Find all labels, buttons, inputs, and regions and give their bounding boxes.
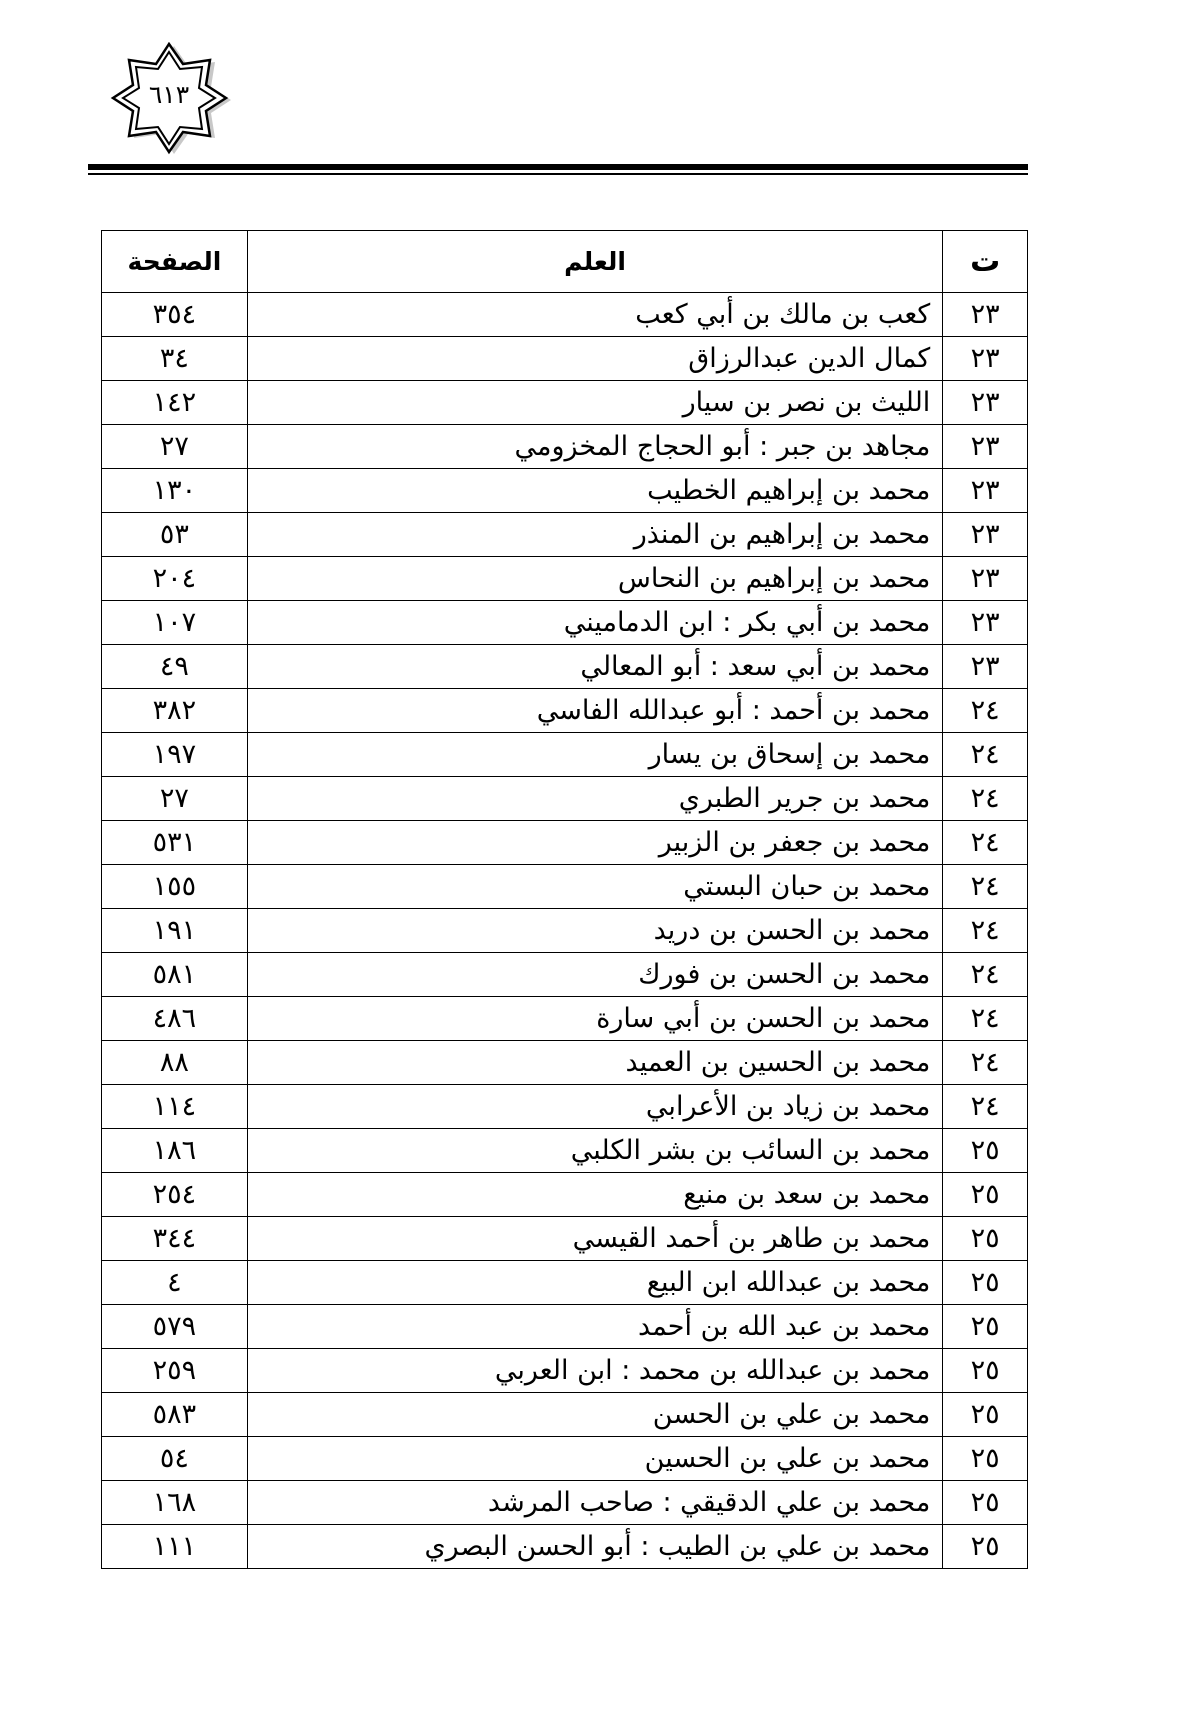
table-row	[102, 733, 1028, 777]
row-name: محمد بن إبراهيم بن النحاس	[247, 557, 942, 601]
row-name: محمد بن سعد بن منيع	[247, 1173, 942, 1217]
row-page: ٣٥٤	[102, 293, 248, 337]
row-page: ٥٣١	[102, 821, 248, 865]
row-page: ١٩١	[102, 909, 248, 953]
table-row	[102, 469, 1028, 513]
row-number: ٢٤	[943, 777, 1028, 821]
row-number: ٢٤	[943, 865, 1028, 909]
row-name: محمد بن عبدالله ابن البيع	[247, 1261, 942, 1305]
row-number: ٢٥	[943, 1173, 1028, 1217]
row-page: ١٤٢	[102, 381, 248, 425]
row-number: ٢٣	[943, 425, 1028, 469]
row-number: ٢٥	[943, 1129, 1028, 1173]
row-page: ١٣٠	[102, 469, 248, 513]
row-number: ٢٥	[943, 1437, 1028, 1481]
row-name: محمد بن عبد الله بن أحمد	[247, 1305, 942, 1349]
table-row	[102, 1305, 1028, 1349]
table-row	[102, 865, 1028, 909]
row-name: محمد بن إسحاق بن يسار	[247, 733, 942, 777]
row-page: ١١١	[102, 1525, 248, 1569]
table-row	[102, 953, 1028, 997]
row-number: ٢٥	[943, 1525, 1028, 1569]
header-name: العلم	[247, 231, 942, 293]
row-page: ٢٧	[102, 777, 248, 821]
row-number: ٢٣	[943, 293, 1028, 337]
table-row	[102, 909, 1028, 953]
table-row	[102, 997, 1028, 1041]
table-row	[102, 293, 1028, 337]
row-page: ٢٧	[102, 425, 248, 469]
row-page: ٥٧٩	[102, 1305, 248, 1349]
row-page: ٥٤	[102, 1437, 248, 1481]
row-name: محمد بن علي بن الحسين	[247, 1437, 942, 1481]
row-page: ١٩٧	[102, 733, 248, 777]
row-number: ٢٥	[943, 1261, 1028, 1305]
row-number: ٢٤	[943, 997, 1028, 1041]
row-number: ٢٣	[943, 337, 1028, 381]
table-row	[102, 601, 1028, 645]
table-row	[102, 1173, 1028, 1217]
row-name: محمد بن الحسن بن أبي سارة	[247, 997, 942, 1041]
row-name: محمد بن إبراهيم بن المنذر	[247, 513, 942, 557]
row-number: ٢٥	[943, 1481, 1028, 1525]
table-row	[102, 1393, 1028, 1437]
row-number: ٢٤	[943, 1085, 1028, 1129]
row-number: ٢٤	[943, 953, 1028, 997]
names-index-table	[101, 230, 1028, 1569]
row-name: محمد بن حبان البستي	[247, 865, 942, 909]
table-row	[102, 1481, 1028, 1525]
table-row	[102, 381, 1028, 425]
header-num: ت	[943, 231, 1028, 293]
row-page: ١٠٧	[102, 601, 248, 645]
row-page: ٤	[102, 1261, 248, 1305]
row-page: ٥٨٣	[102, 1393, 248, 1437]
row-name: محمد بن الحسن بن دريد	[247, 909, 942, 953]
row-number: ٢٤	[943, 733, 1028, 777]
row-page: ٤٨٦	[102, 997, 248, 1041]
row-number: ٢٤	[943, 821, 1028, 865]
page-number-badge	[103, 42, 235, 158]
row-number: ٢٥	[943, 1217, 1028, 1261]
row-number: ٢٣	[943, 645, 1028, 689]
page-number: ٦١٣	[148, 80, 190, 109]
table-row	[102, 337, 1028, 381]
table-row	[102, 645, 1028, 689]
row-name: محمد بن جرير الطبري	[247, 777, 942, 821]
row-page: ٨٨	[102, 1041, 248, 1085]
row-name: محمد بن علي الدقيقي : صاحب المرشد	[247, 1481, 942, 1525]
table-row	[102, 821, 1028, 865]
row-name: محمد بن علي بن الحسن	[247, 1393, 942, 1437]
row-page: ٥٨١	[102, 953, 248, 997]
row-number: ٢٥	[943, 1393, 1028, 1437]
row-name: مجاهد بن جبر : أبو الحجاج المخزومي	[247, 425, 942, 469]
table-row	[102, 1437, 1028, 1481]
table-row	[102, 1085, 1028, 1129]
row-name: محمد بن أحمد : أبو عبدالله الفاسي	[247, 689, 942, 733]
row-name: محمد بن جعفر بن الزبير	[247, 821, 942, 865]
row-number: ٢٣	[943, 513, 1028, 557]
row-number: ٢٥	[943, 1305, 1028, 1349]
row-name: محمد بن الحسن بن فورك	[247, 953, 942, 997]
row-name: محمد بن أبي بكر : ابن الدماميني	[247, 601, 942, 645]
table-row	[102, 777, 1028, 821]
row-name: محمد بن السائب بن بشر الكلبي	[247, 1129, 942, 1173]
row-name: الليث بن نصر بن سيار	[247, 381, 942, 425]
table-row	[102, 1349, 1028, 1393]
header-rule-thin	[88, 173, 1028, 175]
row-name: محمد بن إبراهيم الخطيب	[247, 469, 942, 513]
row-page: ٥٣	[102, 513, 248, 557]
row-page: ٢٥٤	[102, 1173, 248, 1217]
row-number: ٢٥	[943, 1349, 1028, 1393]
row-name: محمد بن علي بن الطيب : أبو الحسن البصري	[247, 1525, 942, 1569]
row-page: ١٦٨	[102, 1481, 248, 1525]
row-page: ٤٩	[102, 645, 248, 689]
row-page: ٣٤٤	[102, 1217, 248, 1261]
table-row	[102, 1525, 1028, 1569]
row-number: ٢٣	[943, 381, 1028, 425]
row-number: ٢٣	[943, 557, 1028, 601]
row-page: ٣٤	[102, 337, 248, 381]
row-page: ١١٤	[102, 1085, 248, 1129]
header-page: الصفحة	[102, 231, 248, 293]
row-name: محمد بن أبي سعد : أبو المعالي	[247, 645, 942, 689]
table-row	[102, 1129, 1028, 1173]
row-page: ١٨٦	[102, 1129, 248, 1173]
row-name: كمال الدين عبدالرزاق	[247, 337, 942, 381]
row-number: ٢٤	[943, 909, 1028, 953]
table-header-row	[102, 231, 1028, 293]
table-row	[102, 557, 1028, 601]
row-page: ٣٨٢	[102, 689, 248, 733]
row-number: ٢٤	[943, 1041, 1028, 1085]
table-row	[102, 1217, 1028, 1261]
row-number: ٢٤	[943, 689, 1028, 733]
row-name: محمد بن الحسين بن العميد	[247, 1041, 942, 1085]
row-number: ٢٣	[943, 601, 1028, 645]
table-row	[102, 425, 1028, 469]
table-row	[102, 513, 1028, 557]
row-name: محمد بن زياد بن الأعرابي	[247, 1085, 942, 1129]
row-name: كعب بن مالك بن أبي كعب	[247, 293, 942, 337]
row-name: محمد بن عبدالله بن محمد : ابن العربي	[247, 1349, 942, 1393]
row-page: ٢٥٩	[102, 1349, 248, 1393]
row-page: ١٥٥	[102, 865, 248, 909]
table-row	[102, 689, 1028, 733]
row-number: ٢٣	[943, 469, 1028, 513]
table-row	[102, 1041, 1028, 1085]
row-name: محمد بن طاهر بن أحمد القيسي	[247, 1217, 942, 1261]
row-page: ٢٠٤	[102, 557, 248, 601]
header-rule-thick	[88, 164, 1028, 170]
table-row	[102, 1261, 1028, 1305]
